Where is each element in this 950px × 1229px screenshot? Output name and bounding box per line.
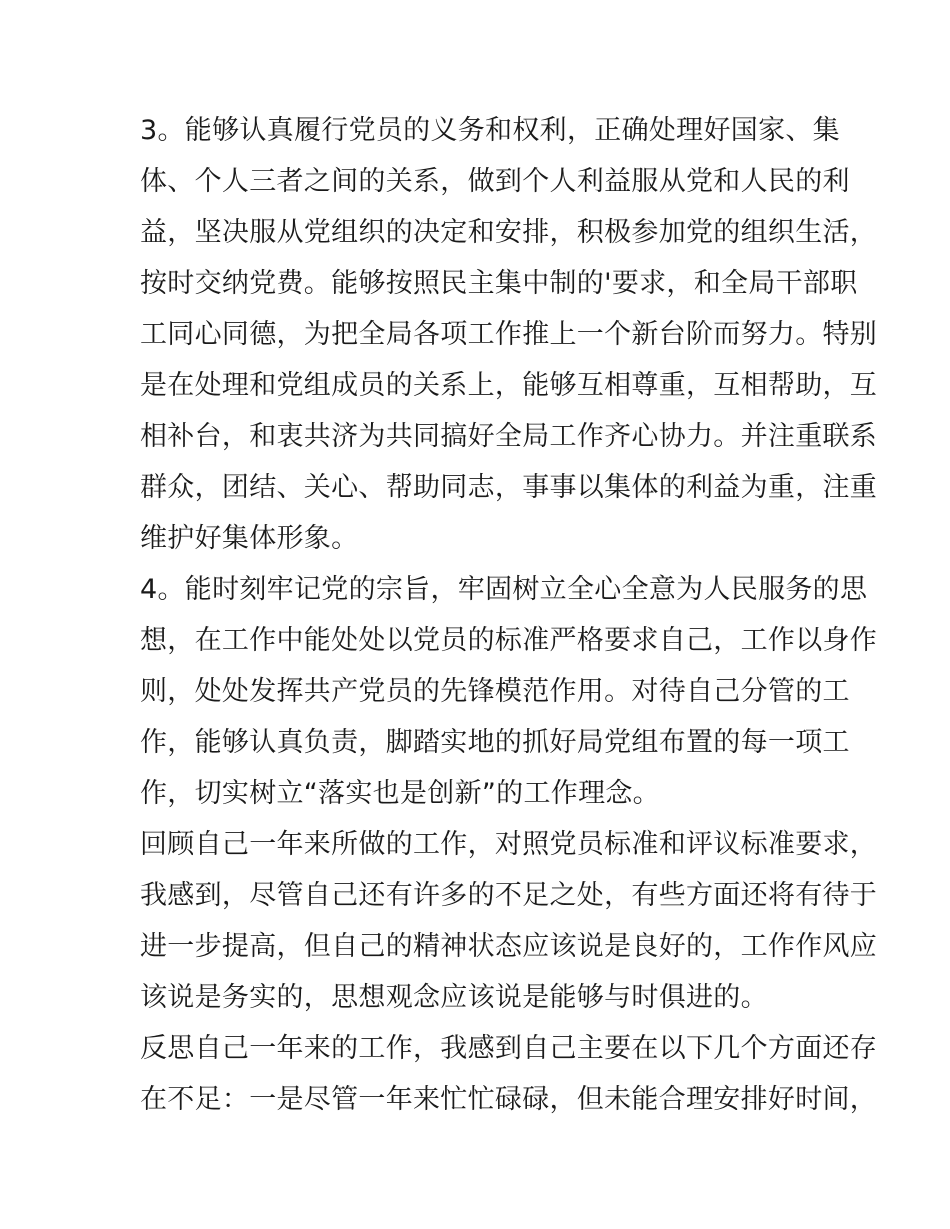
text-line: 益，坚决服从党组织的决定和安排，积极参加党的组织生活， bbox=[140, 217, 878, 248]
text-line: 作，切实树立“落实也是创新”的工作理念。 bbox=[140, 778, 660, 809]
text-line: 我感到，尽管自己还有许多的不足之处，有些方面还将有待于 bbox=[140, 880, 878, 911]
text-line: 则，处处发挥共产党员的先锋模范作用。对待自己分管的工 bbox=[140, 676, 850, 707]
text-line: 按时交纳党费。能够按照民主集中制的'要求，和全局干部职 bbox=[140, 268, 858, 299]
text-line: 群众，团结、关心、帮助同志，事事以集体的利益为重，注重 bbox=[140, 472, 878, 503]
text-line: 是在处理和党组成员的关系上，能够互相尊重，互相帮助，互 bbox=[140, 370, 878, 401]
text-line: 体、个人三者之间的关系，做到个人利益服从党和人民的利 bbox=[140, 166, 850, 197]
text-line: 进一步提高，但自己的精神状态应该说是良好的，工作作风应 bbox=[140, 931, 878, 962]
text-line: 3。能够认真履行党员的义务和权利，正确处理好国家、集 bbox=[140, 115, 840, 146]
text-line: 回顾自己一年来所做的工作，对照党员标准和评议标准要求， bbox=[140, 829, 878, 860]
text-line: 维护好集体形象。 bbox=[140, 523, 359, 554]
text-line: 作，能够认真负责，脚踏实地的抓好局党组布置的每一项工 bbox=[140, 727, 850, 758]
text-line: 工同心同德，为把全局各项工作推上一个新台阶而努力。特别 bbox=[140, 319, 878, 350]
text-line: 相补台，和衷共济为共同搞好全局工作齐心协力。并注重联系 bbox=[140, 421, 878, 452]
text-line: 该说是务实的，思想观念应该说是能够与时俱进的。 bbox=[140, 982, 768, 1013]
text-line: 在不足：一是尽管一年来忙忙碌碌，但未能合理安排好时间， bbox=[140, 1084, 878, 1115]
text-line: 4。能时刻牢记党的宗旨，牢固树立全心全意为人民服务的思 bbox=[140, 574, 868, 605]
text-line: 反思自己一年来的工作，我感到自己主要在以下几个方面还存 bbox=[140, 1033, 878, 1064]
text-line: 想，在工作中能处处以党员的标准严格要求自己，工作以身作 bbox=[140, 625, 878, 656]
